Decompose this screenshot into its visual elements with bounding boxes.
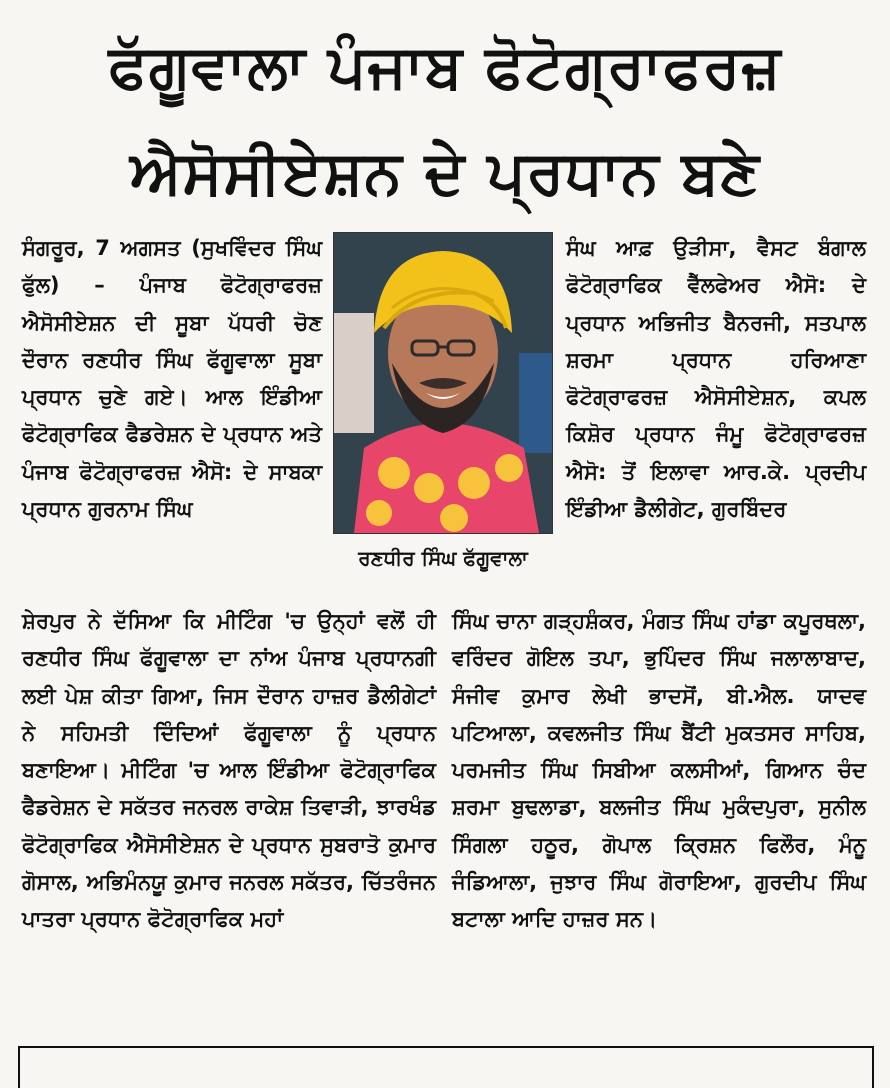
next-article-border	[18, 1046, 874, 1088]
headline-line-2: ਐਸੋਸੀਏਸ਼ਨ ਦੇ ਪ੍ਰਧਾਨ ਬਣੇ	[129, 138, 760, 208]
article-text-block: ਸੰਘ ਆਫ਼ ਉੜੀਸਾ, ਵੈਸਟ ਬੰਗਾਲ ਫੋਟੋਗ੍ਰਾਫਿਕ ਵੈੱਲਫੇਅਰ ਐਸੋ: ਦੇ ਪ੍ਰਧਾਨ ਅਭਿਜੀਤ ਬੈਨਰਜੀ, ਸਤਪਾਲ ਸ਼ਰਮਾ ਪ੍ਰਧਾਨ ਹਰਿਆਣਾ ਫੋਟੋਗ੍ਰਾਫਰਜ਼ ਐਸੋਸੀਏਸ਼ਨ, ਕਪਲ ਕਿਸ਼ੋਰ ਪ੍ਰਧਾਨ ਜੰਮੂ ਫੋਟੋਗ੍ਰਾਫਰਜ਼ ਐਸੋ: ਤੋਂ ਇਲਾਵਾ ਆਰ.ਕੇ. ਪ੍ਰਦੀਪ ਇੰਡੀਆ ਡੈਲੀਗੇਟ, ਗੁਰਬਿੰਦਰ	[566, 236, 866, 522]
headline-line-1: ਫੱਗੂਵਾਲਾ ਪੰਜਾਬ ਫੋਟੋਗ੍ਰਾਫਰਜ਼	[108, 32, 782, 102]
article-text-block: ਸ਼ੇਰਪੁਰ ਨੇ ਦੱਸਿਆ ਕਿ ਮੀਟਿੰਗ 'ਚ ਉਨ੍ਹਾਂ ਵਲੋਂ ਹੀ ਰਣਧੀਰ ਸਿੰਘ ਫੱਗੂਵਾਲਾ ਦਾ ਨਾਂਅ ਪੰਜਾਬ ਪ੍ਰਧਾਨਗੀ ਲਈ ਪੇਸ਼ ਕੀਤਾ ਗਿਆ, ਜਿਸ ਦੌਰਾਨ ਹਾਜ਼ਰ ਡੈਲੀਗੇਟਾਂ ਨੇ ਸਹਿਮਤੀ ਦਿੰਦਿਆਂ ਫੱਗੂਵਾਲਾ ਨੂੰ ਪ੍ਰਧਾਨ ਬਣਾਇਆ। ਮੀਟਿੰਗ 'ਚ ਆਲ ਇੰਡੀਆ ਫੋਟੋਗ੍ਰਾਫਿਕ ਫੈਡਰੇਸ਼ਨ ਦੇ ਸਕੱਤਰ ਜਨਰਲ ਰਾਕੇਸ਼ ਤਿਵਾੜੀ, ਝਾਰਖੰਡ ਫੋਟੋਗ੍ਰਾਫਿਕ ਐਸੋਸੀਏਸ਼ਨ ਦੇ ਪ੍ਰਧਾਨ ਸੁਬਰਾਤੋ ਕੁਮਾਰ ਗੋਸਾਲ, ਅਭਿਮੰਨਯੂ ਕੁਮਾਰ ਜਨਰਲ ਸਕੱਤਰ, ਚਿੱਤਰੰਜਨ ਪਾਤਰਾ ਪ੍ਰਧਾਨ ਫੋਟੋਗ੍ਰਾਫਿਕ ਮਹਾਂ	[22, 609, 436, 932]
article-text-block: ਸੰਗਰੂਰ, 7 ਅਗਸਤ (ਸੁਖਵਿੰਦਰ ਸਿੰਘ ਫੁੱਲ) – ਪੰਜਾਬ ਫੋਟੋਗ੍ਰਾਫਰਜ਼ ਐਸੋਸੀਏਸ਼ਨ ਦੀ ਸੂਬਾ ਪੱਧਰੀ ਚੋਣ ਦੌਰਾਨ ਰਣਧੀਰ ਸਿੰਘ ਫੱਗੂਵਾਲਾ ਸੂਬਾ ਪ੍ਰਧਾਨ ਚੁਣੇ ਗਏ। ਆਲ ਇੰਡੀਆ ਫੋਟੋਗ੍ਰਾਫਿਕ ਫੈਡਰੇਸ਼ਨ ਦੇ ਪ੍ਰਧਾਨ ਅਤੇ ਪੰਜਾਬ ਫੋਟੋਗ੍ਰਾਫਰਜ਼ ਐਸੋ: ਦੇ ਸਾਬਕਾ ਪ੍ਰਧਾਨ ਗੁਰਨਾਮ ਸਿੰਘ	[22, 236, 322, 522]
portrait-illustration	[334, 233, 552, 533]
article-column-right-top	[566, 230, 866, 528]
article-column-left-bottom	[22, 603, 436, 939]
article-column-left-top	[22, 230, 322, 528]
portrait-photo	[333, 232, 553, 534]
photo-caption: ਰਣਧੀਰ ਸਿੰਘ ਫੱਗੂਵਾਲਾ	[358, 546, 528, 570]
headline	[20, 14, 870, 226]
article-column-right-bottom	[452, 603, 866, 939]
article-text-block: ਸਿੰਘ ਚਾਨਾ ਗੜ੍ਹਸ਼ੰਕਰ, ਮੰਗਤ ਸਿੰਘ ਹਾਂਡਾ ਕਪੂਰਥਲਾ, ਵਰਿੰਦਰ ਗੋਇਲ ਤਪਾ, ਭੁਪਿੰਦਰ ਸਿੰਘ ਜਲਾਲਾਬਾਦ, ਸੰਜੀਵ ਕੁਮਾਰ ਲੇਖੀ ਭਾਦਸੋਂ, ਬੀ.ਐਲ. ਯਾਦਵ ਪਟਿਆਲਾ, ਕਵਲਜੀਤ ਸਿੰਘ ਬੈਂਟੀ ਮੁਕਤਸਰ ਸਾਹਿਬ, ਪਰਮਜੀਤ ਸਿੰਘ ਸਿਬੀਆ ਕਲਸੀਆਂ, ਗਿਆਨ ਚੰਦ ਸ਼ਰਮਾ ਬੁਢਲਾਡਾ, ਬਲਜੀਤ ਸਿੰਘ ਮੁਕੰਦਪੁਰਾ, ਸੁਨੀਲ ਸਿੰਗਲਾ ਹਠੂਰ, ਗੋਪਾਲ ਕ੍ਰਿਸ਼ਨ ਫਿਲੌਰ, ਮੰਨੂ ਜੰਡਿਆਲਾ, ਜੁਝਾਰ ਸਿੰਘ ਗੋਰਾਇਆ, ਗੁਰਦੀਪ ਸਿੰਘ ਬਟਾਲਾ ਆਦਿ ਹਾਜ਼ਰ ਸਨ।	[452, 609, 866, 932]
